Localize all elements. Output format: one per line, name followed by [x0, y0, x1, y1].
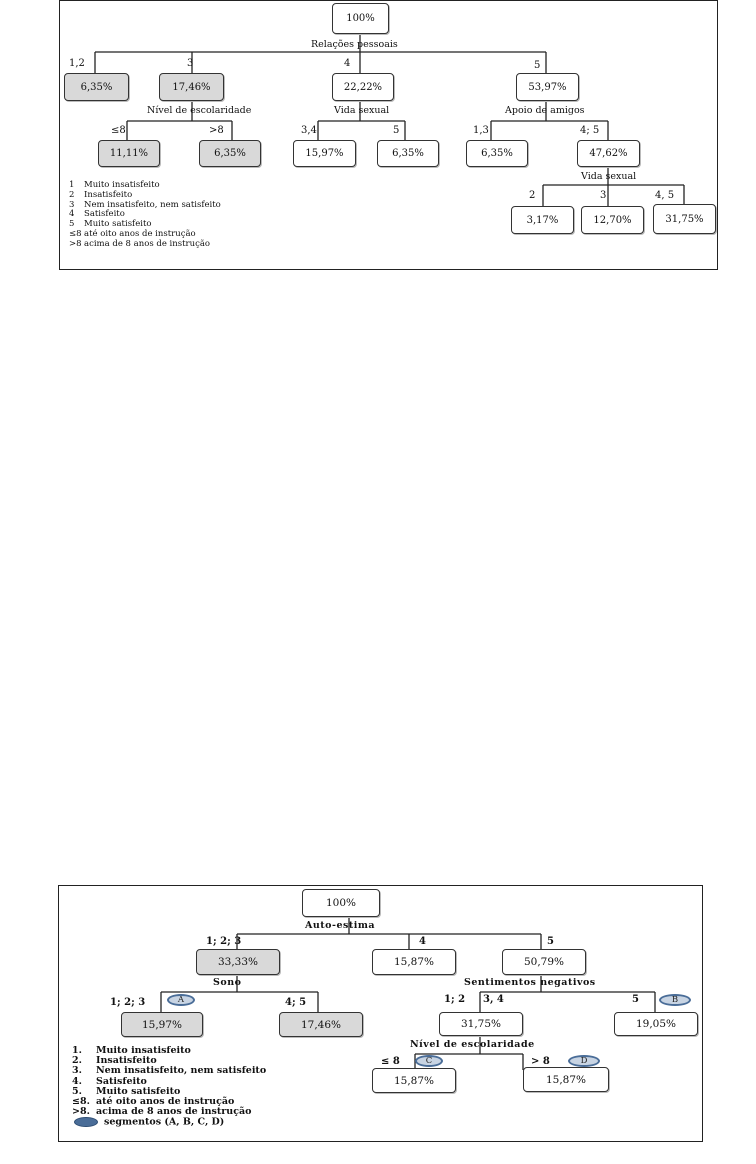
tree1-l1-node-2: 17,46% [159, 73, 224, 101]
tree1-legend-item: 3 Nem insatisfeito, nem satisfeito [69, 199, 221, 210]
tree1-l2-cat-1: ≤8 [111, 125, 126, 136]
tree1-root-split-label: Relações pessoais [311, 39, 398, 50]
tree2-legend-item: >8. acima de 8 anos de instrução [72, 1106, 252, 1118]
tree1-l1-node-3: 22,22% [332, 73, 394, 101]
tree2-split-sono: Sono [213, 977, 242, 988]
tree2-legend [72, 1046, 266, 1128]
tree1-l1-node-4: 53,97% [516, 73, 579, 101]
decision-tree-auto-estima [58, 885, 703, 1142]
tree2-l1-node-2: 15,87% [372, 949, 456, 975]
tree1-l1-cat-4: 5 [534, 60, 541, 71]
decision-tree-relacoes-pessoais [59, 0, 718, 270]
tree1-l3-cat-1: 2 [529, 190, 536, 201]
segment-swatch-icon [74, 1117, 98, 1127]
tree2-l3-cat-1: ≤ 8 [381, 1056, 400, 1067]
tree2-legend-item: 1. Muito insatisfeito [72, 1045, 191, 1056]
tree1-legend-item: ≤8 até oito anos de instrução [69, 228, 196, 239]
tree2-segments-legend: segmentos (A, B, C, D) [72, 1117, 266, 1128]
tree1-l3-node-2: 12,70% [581, 206, 644, 234]
tree1-l3-node-1: 3,17% [511, 206, 574, 234]
tree2-l2-cat-5: 5 [632, 994, 639, 1005]
tree1-legend-item: 5 Muito satisfeito [69, 219, 152, 230]
tree1-l2-node-5: 6,35% [466, 140, 528, 167]
tree2-legend-item: 2. Insatisfeito [72, 1055, 157, 1067]
segment-a-marker: A [167, 994, 195, 1006]
tree1-l2-cat-2: >8 [209, 125, 224, 136]
tree1-legend [69, 181, 221, 250]
tree1-root-node: 100% [332, 3, 389, 34]
tree1-split-escolaridade: Nível de escolaridade [147, 105, 252, 116]
tree2-l2-node-1: 15,97% [121, 1012, 203, 1037]
tree2-l2-node-2: 17,46% [279, 1012, 363, 1037]
tree2-root-node: 100% [302, 889, 380, 917]
tree1-l1-node-1: 6,35% [64, 73, 129, 101]
tree2-l1-node-3: 50,79% [502, 949, 586, 975]
tree2-l3-cat-2: > 8 [531, 1056, 550, 1067]
tree1-l1-cat-3: 4 [344, 58, 351, 69]
segment-c-marker: C [415, 1055, 443, 1067]
segment-b-marker: B [659, 994, 691, 1006]
tree1-legend-item: 4 Satisfeito [69, 209, 125, 220]
tree1-l1-cat-2: 3 [187, 58, 194, 69]
tree1-l2-node-2: 6,35% [199, 140, 261, 167]
tree1-l3-cat-3: 4, 5 [655, 190, 675, 201]
tree1-legend-item: 1 Muito insatisfeito [69, 180, 160, 190]
tree2-l2-cat-4: 3, 4 [483, 994, 504, 1005]
tree2-root-split-label: Auto-estima [305, 920, 376, 931]
tree1-l2-node-3: 15,97% [293, 140, 356, 167]
tree1-split-vida-sexual: Vida sexual [334, 105, 390, 116]
tree1-l2-cat-5: 1,3 [473, 125, 489, 136]
tree2-legend-item: 3. Nem insatisfeito, nem satisfeito [72, 1065, 267, 1077]
tree2-l1-cat-1: 1; 2; 3 [206, 936, 242, 947]
tree2-l3-node-1: 15,87% [372, 1068, 456, 1093]
tree2-split-escolaridade: Nível de escolaridade [410, 1039, 535, 1050]
tree2-l2-node-5: 19,05% [614, 1012, 698, 1036]
tree1-split-apoio-amigos: Apoio de amigos [505, 105, 585, 116]
tree2-l2-node-3: 31,75% [439, 1012, 523, 1036]
tree1-l2-cat-6: 4; 5 [580, 125, 600, 136]
tree1-l2-cat-4: 5 [393, 125, 400, 136]
segment-d-marker: D [568, 1055, 600, 1067]
tree1-l3-node-3: 31,75% [653, 204, 716, 234]
tree2-l3-node-2: 15,87% [523, 1067, 609, 1092]
tree1-l2-node-1: 11,11% [98, 140, 160, 167]
tree2-legend-item: 5. Muito satisfeito [72, 1085, 181, 1097]
tree1-split-vida-sexual-2: Vida sexual [581, 171, 637, 182]
tree1-legend-item: >8 acima de 8 anos de instrução [69, 238, 211, 249]
tree2-l2-cat-1: 1; 2; 3 [110, 997, 146, 1008]
tree1-l2-cat-3: 3,4 [301, 125, 317, 136]
tree1-l2-node-4: 6,35% [377, 140, 439, 167]
tree1-l3-cat-2: 3 [600, 190, 607, 201]
tree2-legend-item: ≤8. até oito anos de instrução [72, 1096, 235, 1108]
tree2-l1-cat-2: 4 [419, 936, 426, 947]
tree2-l2-cat-3: 1; 2 [444, 994, 466, 1005]
tree1-l1-cat-1: 1,2 [69, 58, 85, 69]
tree2-l1-cat-3: 5 [547, 936, 554, 947]
tree1-legend-item: 2 Insatisfeito [69, 189, 133, 200]
tree1-l2-node-6: 47,62% [577, 140, 640, 167]
tree2-legend-item: 4. Satisfeito [72, 1075, 147, 1087]
tree2-l2-cat-2: 4; 5 [285, 997, 307, 1008]
tree2-l1-node-1: 33,33% [196, 949, 280, 975]
tree2-split-sentimentos: Sentimentos negativos [464, 977, 596, 988]
